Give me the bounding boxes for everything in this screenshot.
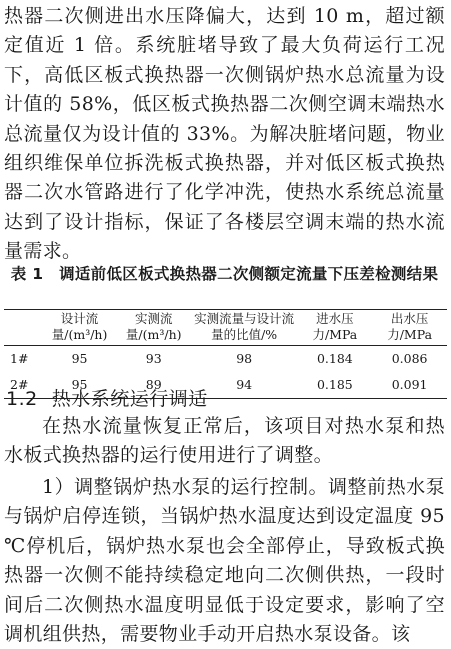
table-cell: 1# — [10, 351, 29, 366]
table-cell: 0.185 — [297, 372, 372, 399]
table-cell: 93 — [145, 351, 162, 366]
table-header-cell: 实测流量与设计流量的比值/% — [191, 310, 298, 346]
section-heading — [6, 386, 208, 412]
table-header-cell — [4, 310, 42, 346]
table-header-cell: 出水压力/MPa — [372, 310, 447, 346]
table-cell: 98 — [236, 351, 253, 366]
table-cell: 0.091 — [372, 372, 447, 399]
table-cell: 0.086 — [391, 351, 428, 366]
section-title: 热水系统运行调适 — [51, 388, 208, 410]
table-cell: 89 — [117, 372, 191, 399]
table-row — [4, 346, 447, 373]
table-header-cell: 实测流量/(m³/h) — [117, 310, 191, 346]
table-cell: 95 — [42, 372, 116, 399]
table-cell: 94 — [191, 372, 298, 399]
body-paragraph: 热器二次侧进出水压降偏大，达到 10 m，超过额定值近 1 倍。系统脏堵导致了最大负荷运行工况下，高低区板式换热器一次侧锅炉热水总流量为设计值的 58%，低区板式换热器二次侧空调末端热水总流量仅为设计值的 33%。为解决脏堵问题，物业组织维保单位拆洗板式换热器，并对低区板式换热器二次水管路进行了化学冲洗，使热水系统总流量达到了设计指标，保证了各楼层空调末端的热水流量需求。 — [4, 5, 445, 263]
table-header-row — [4, 310, 447, 346]
table-caption: 表 1 调适前低区板式换热器二次侧额定流量下压差检测结果 — [10, 265, 439, 283]
table-header-cell: 设计流量/(m³/h) — [42, 310, 116, 346]
body-paragraph: 1）调整锅炉热水泵的运行控制。调整前热水泵与锅炉启停连锁，当锅炉热水温度达到设定温度 95 ℃停机后，锅炉热水泵也会全部停止，导致板式换热器一次侧不能持续稳定地向二次侧供热，一段时间后二次侧热水温度明显低于设定要求，影响了空调机组供热，需要物业手动开启热水泵设备。该 — [4, 476, 445, 646]
section-number: 1.2 — [6, 388, 38, 410]
table-header-cell: 进水压力/MPa — [297, 310, 372, 346]
table-cell: 95 — [71, 351, 88, 366]
table-cell: 0.184 — [316, 351, 353, 366]
body-paragraph: 在热水流量恢复正常后，该项目对热水泵和热水板式换热器的运行使用进行了调整。 — [4, 415, 445, 467]
table-cell: 2# — [4, 372, 42, 399]
